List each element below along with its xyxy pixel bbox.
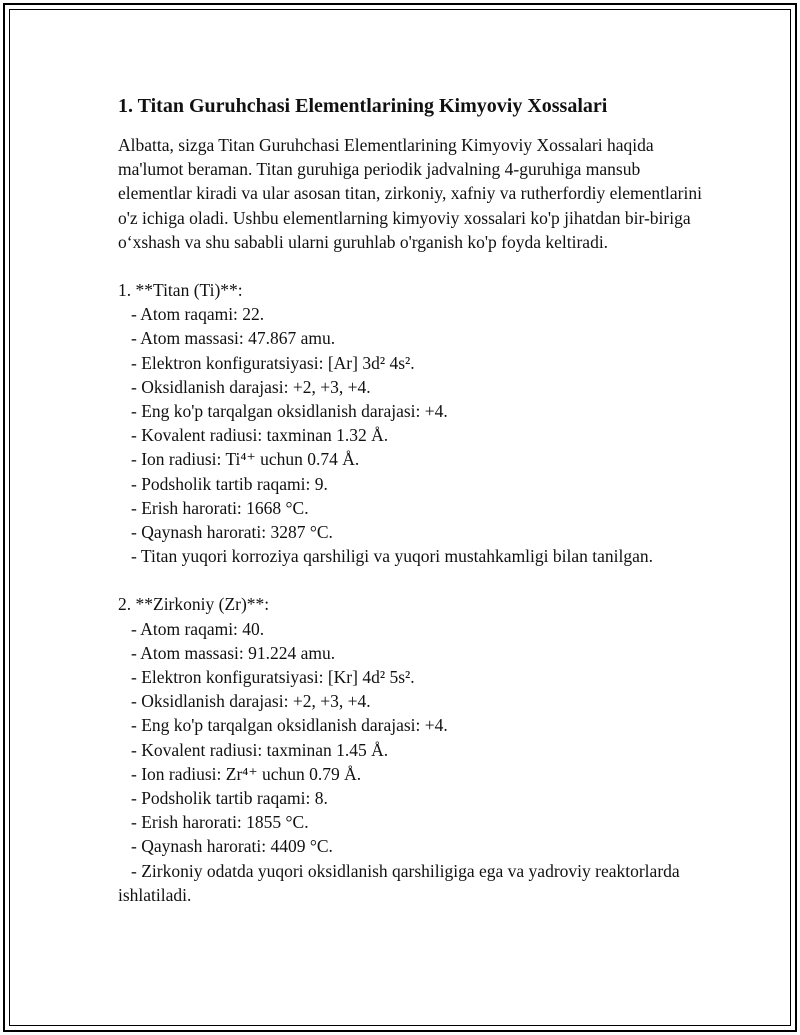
list-item: - Kovalent radiusi: taxminan 1.45 Å. (131, 739, 389, 760)
section-titan (118, 278, 718, 568)
list-item: - Erish harorati: 1668 °C. (131, 497, 309, 518)
section-heading: 2. **Zirkoniy (Zr)**: (118, 594, 270, 615)
list-item: - Atom raqami: 22. (131, 304, 265, 325)
document-body (118, 92, 718, 907)
list-item: - Qaynash harorati: 3287 °C. (131, 522, 333, 543)
list-item: - Atom raqami: 40. (131, 618, 265, 639)
section-zirkoniy (118, 592, 718, 907)
list-item: - Podsholik tartib raqami: 8. (131, 788, 328, 809)
list-item: - Oksidlanish darajasi: +2, +3, +4. (131, 376, 371, 397)
list-item: - Eng ko'p tarqalgan oksidlanish darajasi: +4. (131, 715, 448, 736)
list-item: - Elektron konfiguratsiyasi: [Ar] 3d² 4s². (131, 352, 415, 373)
list-item: - Podsholik tartib raqami: 9. (131, 473, 328, 494)
list-item: - Atom massasi: 47.867 amu. (131, 328, 336, 349)
list-item: - Elektron konfiguratsiyasi: [Kr] 4d² 5s². (131, 667, 415, 688)
list-item: - Eng ko'p tarqalgan oksidlanish darajasi: +4. (131, 401, 448, 422)
list-item: - Oksidlanish darajasi: +2, +3, +4. (131, 691, 371, 712)
list-item: - Kovalent radiusi: taxminan 1.32 Å. (131, 425, 389, 446)
section-heading: 1. **Titan (Ti)**: (118, 280, 243, 301)
intro-paragraph: Albatta, sizga Titan Guruhchasi Elementlarining Kimyoviy Xossalari haqida ma'lumot beraman. Titan guruhiga periodik jadvalning 4-guruhiga mansub elementlar kiradi va ular asosan titan, zirkoniy, xafniy va rutherfordiy elementlarini o'z ichiga oladi. Ushbu elementlarning kimyoviy xossalari ko'p jihatdan bir-biriga oʻxshash va shu sababli ularni guruhlab o'rganish ko'p foyda keltiradi. (118, 135, 702, 252)
document-title: 1. Titan Guruhchasi Elementlarining Kimyoviy Xossalari (118, 95, 608, 117)
list-item: - Titan yuqori korroziya qarshiligi va yuqori mustahkamligi bilan tanilgan. (131, 546, 654, 567)
list-item: - Ion radiusi: Ti⁴⁺ uchun 0.74 Å. (131, 449, 360, 470)
list-item: - Qaynash harorati: 4409 °C. (131, 836, 333, 857)
list-item: - Ion radiusi: Zr⁴⁺ uchun 0.79 Å. (131, 763, 362, 784)
list-item: - Zirkoniy odatda yuqori oksidlanish qarshiligiga ega va yadroviy reaktorlarda ishlatiladi. (118, 860, 680, 905)
list-item: - Erish harorati: 1855 °C. (131, 812, 309, 833)
list-item: - Atom massasi: 91.224 amu. (131, 642, 336, 663)
